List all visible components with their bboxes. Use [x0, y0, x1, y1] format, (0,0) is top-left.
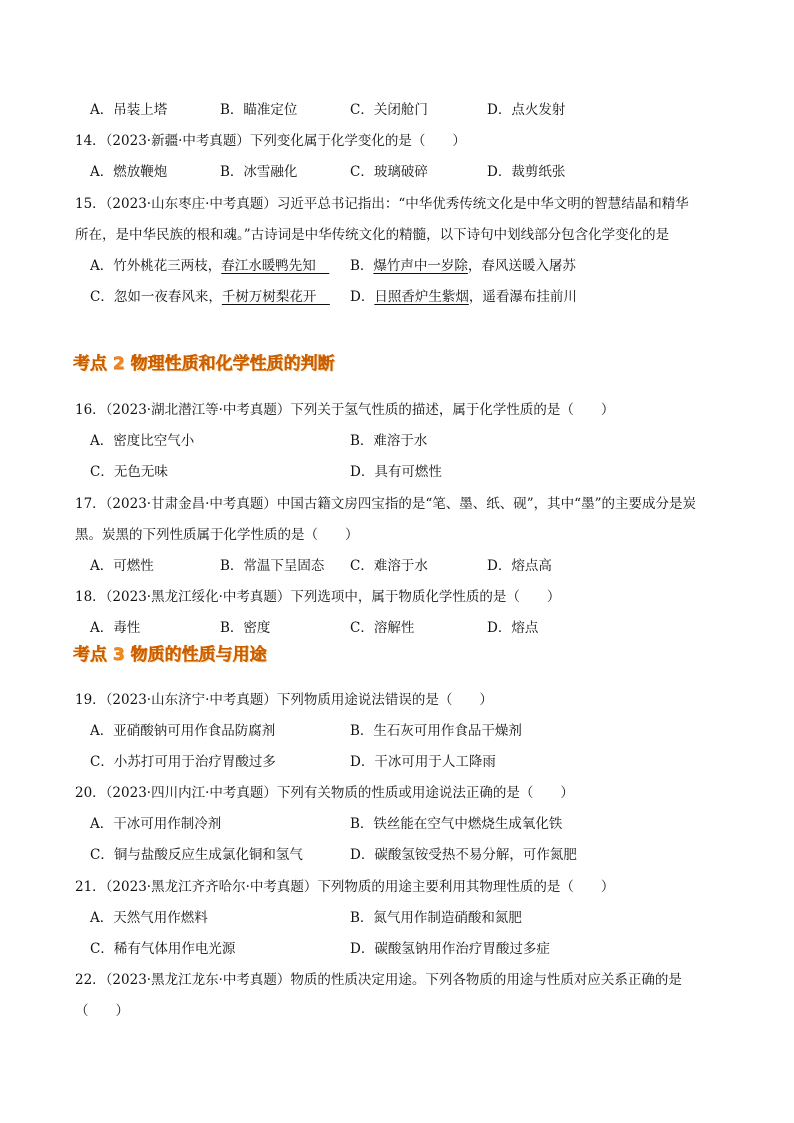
q17-stem-line1: 17．（2023·甘肃金昌·中考真题）中国古籍文房四宝指的是“笔、墨、纸、砚”，其中“墨”的主要成分是炭 — [75, 496, 696, 512]
q14-option-d: D．裁剪纸张 — [487, 164, 566, 180]
q17-stem-line2: 黑。炭黑的下列性质属于化学性质的是（ ） — [75, 527, 359, 543]
q14-option-c: C．玻璃破碎 — [350, 164, 428, 180]
q15-option-b: B．爆竹声中一岁除，春风送暖入屠苏 — [350, 258, 576, 274]
q16-option-a: A．密度比空气小 — [90, 433, 195, 449]
q15-option-c: C．忽如一夜春风来，千树万树梨花开 — [90, 289, 330, 305]
q15-stem-line1: 15．（2023·山东枣庄·中考真题）习近平总书记指出：“中华优秀传统文化是中华文明的智慧结晶和精华 — [75, 196, 689, 212]
q13-option-b: B．瞄准定位 — [220, 102, 298, 118]
q21-stem: 21．（2023·黑龙江齐齐哈尔·中考真题）下列物质的用途主要利用其物理性质的是（ ） — [75, 879, 615, 895]
q20-option-b: B．铁丝能在空气中燃烧生成氧化铁 — [350, 816, 563, 832]
q21-option-b: B．氮气用作制造硝酸和氮肥 — [350, 910, 522, 926]
q20-option-c: C．铜与盐酸反应生成氯化铜和氢气 — [90, 847, 303, 863]
q21-option-d: D．碳酸氢钠用作治疗胃酸过多症 — [350, 941, 550, 957]
q17-option-d: D．熔点高 — [487, 558, 552, 574]
q16-option-c: C．无色无味 — [90, 464, 168, 480]
q22-stem-line1: 22．（2023·黑龙江龙东·中考真题）物质的性质决定用途。下列各物质的用途与性质对应关系正确的是 — [75, 972, 682, 988]
q13-option-d: D．点火发射 — [487, 102, 566, 118]
q16-option-b: B．难溶于水 — [350, 433, 428, 449]
q20-option-a: A．干冰可用作制冷剂 — [90, 816, 222, 832]
q21-option-a: A．天然气用作燃料 — [90, 910, 208, 926]
q19-stem: 19．（2023·山东济宁·中考真题）下列物质用途说法错误的是（ ） — [75, 692, 493, 708]
q14-stem: 14．（2023·新疆·中考真题）下列变化属于化学变化的是（ ） — [75, 133, 466, 149]
q22-stem-line2: （ ） — [75, 1003, 129, 1019]
q18-option-c: C．溶解性 — [350, 620, 415, 636]
q15-option-d: D．日照香炉生紫烟，遥看瀑布挂前川 — [350, 289, 577, 305]
q18-option-a: A．毒性 — [90, 620, 141, 636]
q13-option-a: A．吊装上塔 — [90, 102, 168, 118]
q17-option-a: A．可燃性 — [90, 558, 154, 574]
q15-option-a: A．竹外桃花三两枝，春江水暖鸭先知 — [90, 258, 330, 274]
q19-option-a: A．亚硝酸钠可用作食品防腐剂 — [90, 723, 276, 739]
q20-option-d: D．碳酸氢铵受热不易分解，可作氮肥 — [350, 847, 577, 863]
section-heading-2: 考点 2 物理性质和化学性质的判断 — [73, 354, 335, 374]
q14-option-a: A．燃放鞭炮 — [90, 164, 168, 180]
q19-option-d: D．干冰可用于人工降雨 — [350, 754, 496, 770]
q19-option-c: C．小苏打可用于治疗胃酸过多 — [90, 754, 276, 770]
section-heading-3: 考点 3 物质的性质与用途 — [73, 645, 267, 665]
q16-stem: 16．（2023·湖北潜江等·中考真题）下列关于氢气性质的描述，属于化学性质的是（ ） — [75, 402, 615, 418]
q14-option-b: B．冰雪融化 — [220, 164, 298, 180]
q16-option-d: D．具有可燃性 — [350, 464, 442, 480]
q17-option-c: C．难溶于水 — [350, 558, 428, 574]
q20-stem: 20．（2023·四川内江·中考真题）下列有关物质的性质或用途说法正确的是（ ） — [75, 785, 574, 801]
q18-stem: 18．（2023·黑龙江绥化·中考真题）下列选项中，属于物质化学性质的是（ ） — [75, 589, 561, 605]
q18-option-b: B．密度 — [220, 620, 271, 636]
q17-option-b: B．常温下呈固态 — [220, 558, 325, 574]
q18-option-d: D．熔点 — [487, 620, 539, 636]
q19-option-b: B．生石灰可用作食品干燥剂 — [350, 723, 522, 739]
q13-option-c: C．关闭舱门 — [350, 102, 428, 118]
q15-stem-line2: 所在，是中华民族的根和魂。”古诗词是中华传统文化的精髓，以下诗句中划线部分包含化学变化的是 — [75, 227, 670, 243]
q21-option-c: C．稀有气体用作电光源 — [90, 941, 236, 957]
